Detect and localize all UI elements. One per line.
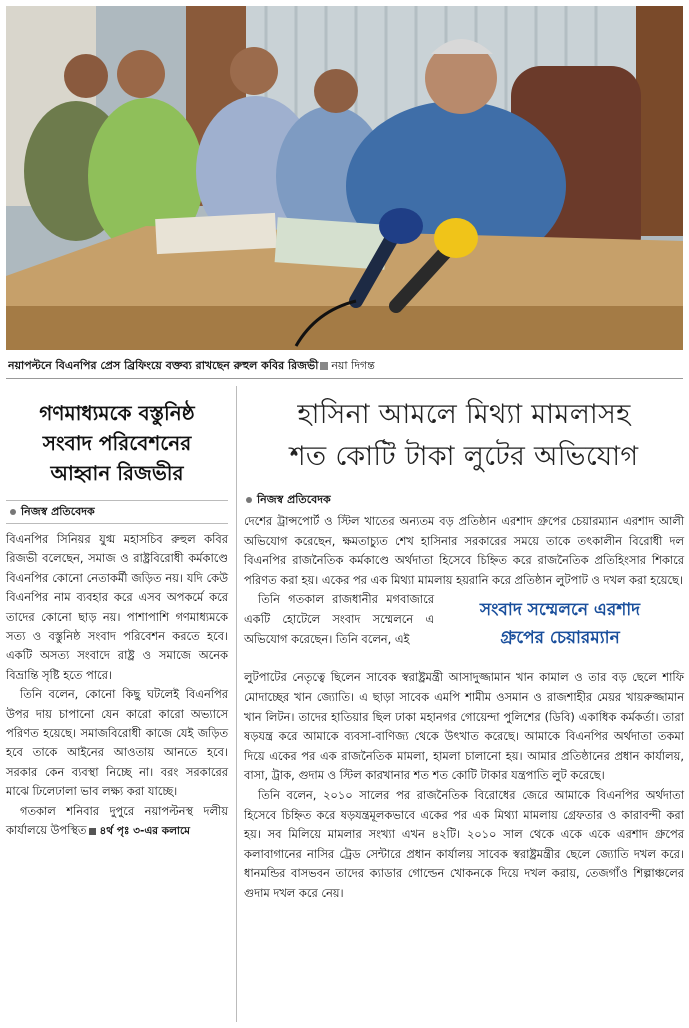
left-paragraph	[6, 802, 228, 842]
jump-text: ৪র্থ পৃঃ ৩-এর কলামে	[99, 825, 191, 838]
right-article-body	[244, 512, 684, 904]
inset-subheadline-line: গ্রুপের চেয়ারম্যান	[500, 628, 620, 649]
left-article	[6, 384, 228, 1024]
inset-section	[244, 590, 684, 668]
right-headline-line: শত কোটি টাকা লুটের অভিযোগ	[289, 441, 639, 472]
inset-subheadline-line: সংবাদ সম্মেলনে এরশাদ	[479, 600, 641, 621]
left-headline	[6, 398, 228, 488]
left-headline-line: আহ্বান রিজভীর	[50, 461, 184, 485]
left-paragraph-text: গতকাল শনিবার দুপুরে নয়াপল্টনস্থ দলীয় কার্যালয়ে উপস্থিত	[6, 803, 228, 838]
left-paragraph: তিনি বলেন, কোনো কিছু ঘটলেই বিএনপির উপর দায় চাপানো যেন কারো কারো অভ্যাসে পরিণত হয়েছে। সমাজবিরোধী কাজে যেই জড়িত হবে তাকে আইনের আওতায় আনতে হবে। সরকার কেন ব্যবস্থা নিচ্ছে না। বরং সরকারের মাঝে ঢিলেঢালা ভাব লক্ষ্য করা যাচ্ছে।	[6, 687, 228, 799]
right-paragraph: তিনি বলেন, ২০১০ সালের পর রাজনৈতিক বিরোধের জেরে আমাকে বিএনপির অর্থদাতা হিসেবে চিহ্নিত করে ষড়যন্ত্রমূলকভাবে একের পর এক মিথ্যা মামলায় গ্রেফতার ও কারাবন্দী করা হয়। সব মিলিয়ে মামলার সংখ্যা এখন ৪২টি। ২০১০ সাল থেকে একে একে এরশাদ গ্রুপের কলাবাগানের নাসির ট্রেড সেন্টারে প্রধান কার্যালয় সাবেক স্বরাষ্ট্রমন্ত্রীর ছেলে জ্যোতি দখল করে। ধানমন্ডির বাসভবন তাদের ক্যাডার গোল্ডেন খোকনকে দিয়ে দখল করায়, তেজগাঁও শিল্পাঞ্চলের গুদাম দখল করে নেয়।	[244, 787, 684, 900]
right-article	[244, 384, 684, 1024]
bullet-icon	[246, 497, 252, 503]
press-briefing-photo	[6, 6, 683, 350]
caption-text: নয়াপল্টনে বিএনপির প্রেস ব্রিফিংয়ে বক্তব্য রাখছেন রুহুল কবির রিজভী	[8, 359, 319, 372]
left-headline-line: গণমাধ্যমকে বস্তুনিষ্ঠ	[39, 401, 195, 425]
bullet-icon	[10, 509, 16, 515]
left-byline	[6, 500, 228, 524]
inset-subheadline	[440, 596, 680, 652]
right-headline-line: হাসিনা আমলে মিথ্যা মামলাসহ	[297, 399, 631, 430]
left-byline-text: নিজস্ব প্রতিবেদক	[21, 505, 95, 518]
caption-rule	[6, 378, 683, 379]
right-paragraph: লুটপাটের নেতৃত্বে ছিলেন সাবেক স্বরাষ্ট্রমন্ত্রী আসাদুজ্জামান খান কামাল ও তার বড় ছেলে শাফি মোদাচ্ছের খান জ্যোতি। এ ছাড়া সাবেক এমপি শামীম ওসমান ও রাজশাহীর মেয়র খায়রুজ্জামান খান লিটন। তাদের হাতিয়ার ছিল ঢাকা মহানগর গোয়েন্দা পুলিশের (ডিবি) একাধিক কর্মকর্তা। তারা ষড়যন্ত্র করে আমাকে ব্যবসা-বাণিজ্য থেকে উৎখাত করেছে। আমাকে বিএনপির অর্থদাতা তকমা দিয়ে একের পর এক রাজনৈতিক মামলা, হামলা চালানো হয়। আমার প্রতিষ্ঠানের প্রধান কার্যালয়, বাসা, ট্রাক, গুদাম ও স্টিল কারখানার শত শত কোটি টাকার যন্ত্রপাতি লুট করেছে।	[244, 670, 684, 783]
left-headline-line: সংবাদ পরিবেশনের	[42, 431, 192, 455]
right-byline	[244, 490, 684, 510]
photo-illustration	[6, 6, 683, 350]
photo-caption	[8, 356, 684, 376]
column-divider	[236, 386, 237, 1022]
left-article-body	[6, 530, 228, 842]
right-headline	[244, 394, 684, 478]
jump-square-icon	[89, 828, 96, 835]
photo-credit: নয়া দিগন্ত	[331, 359, 375, 372]
separator-square-icon	[320, 362, 328, 370]
right-paragraph-inset: তিনি গতকাল রাজধানীর মগবাজারে একটি হোটেলে সংবাদ সম্মেলনে এ অভিযোগ করেছেন। তিনি বলেন, এই	[244, 592, 434, 646]
right-byline-text: নিজস্ব প্রতিবেদক	[257, 493, 331, 506]
continued-jump	[86, 825, 190, 837]
left-paragraph: বিএনপির সিনিয়র যুগ্ম মহাসচিব রুহুল কবির রিজভী বলেছেন, সমাজ ও রাষ্ট্রবিরোধী কর্মকাণ্ডে বিএনপির কোনো নেতাকর্মী জড়িত নয়। যদি কেউ বিএনপির নাম ব্যবহার করে এসব অপকর্মে করে তাদের কোনো ছাড় নয়। পাশাপাশি গণমাধ্যমকে সত্য ও বস্তুনিষ্ঠ সংবাদ পরিবেশন করতে হবে। একটি অসত্য সংবাদে রাষ্ট্র ও সমাজে অনেক বিভ্রান্তি সৃষ্টি হতে পারে।	[6, 532, 228, 682]
right-paragraph: দেশের ট্রান্সপোর্ট ও স্টিল খাতের অন্যতম বড় প্রতিষ্ঠান এরশাদ গ্রুপের চেয়ারম্যান এরশাদ আলী অভিযোগ করেছেন, ক্ষমতাচ্যুত শেখ হাসিনার সরকারের সময়ে তাকে তৎকালীন বিরোধী দল বিএনপির রাজনৈতিক কর্মকাণ্ডে অর্থদাতা হিসেবে চিহ্নিত করে রাজনৈতিক প্রতিহিংসার শিকারে পরিণত করা হয়। একের পর এক মিথ্যা মামলায় হয়রানি করে প্রতিষ্ঠান লুটপাট ও দখল করা হয়েছে।	[244, 514, 684, 587]
